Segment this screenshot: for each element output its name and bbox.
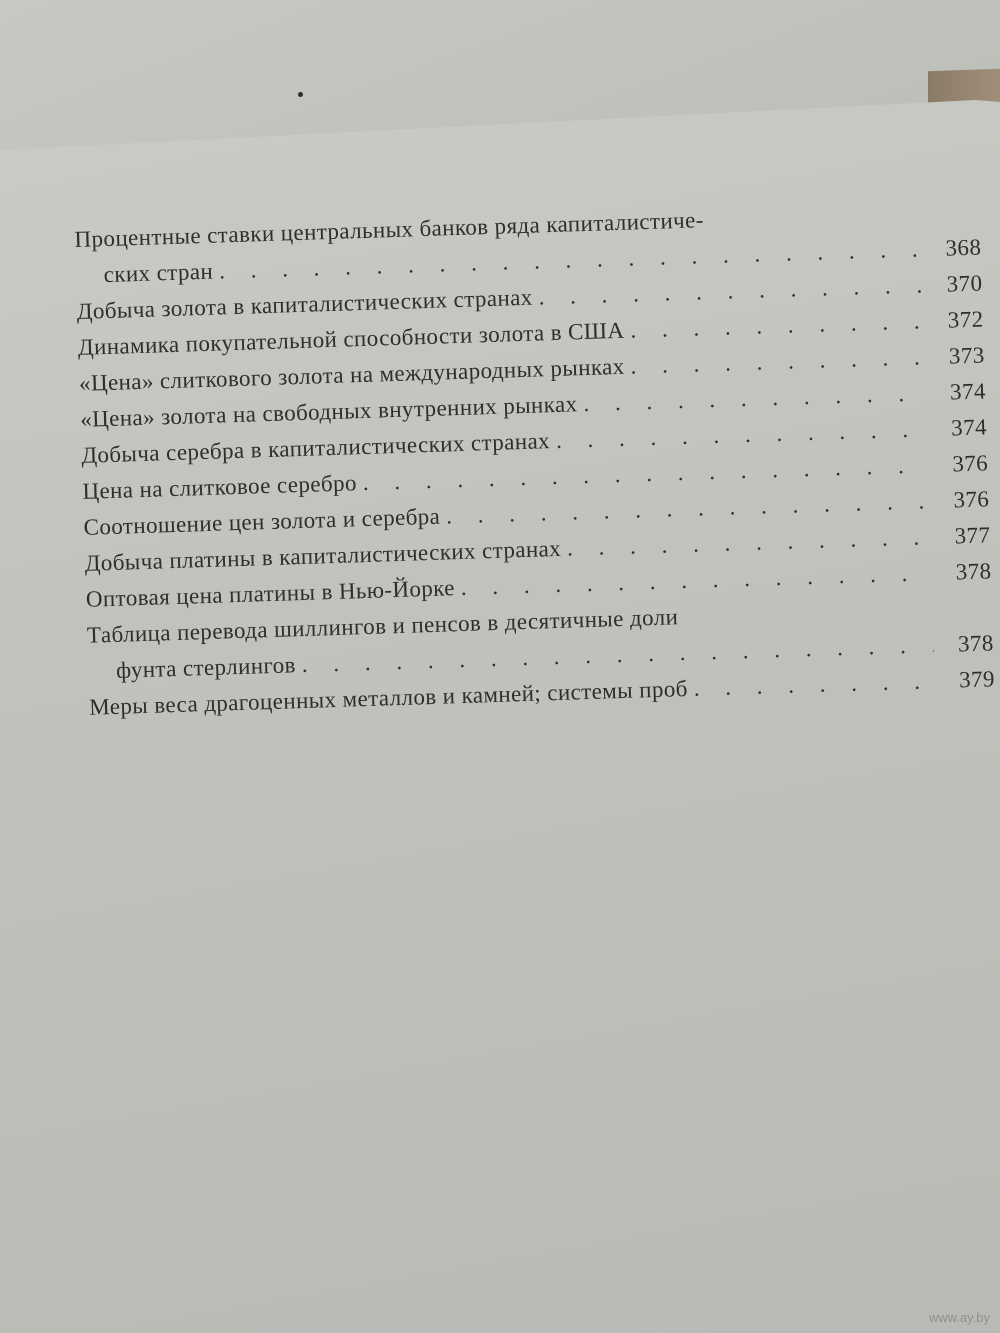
toc-entry-title: Добыча серебра в капиталистических странах <box>80 428 551 468</box>
toc-entry-title: Добыча платины в капиталистических странах <box>84 535 562 576</box>
toc-entry-title: «Цена» золота на свободных внутренних рынках <box>79 391 578 432</box>
toc-entry-title: ских стран <box>103 258 214 288</box>
toc-page-number: 376 <box>951 450 989 477</box>
dot-leader <box>693 663 935 707</box>
toc-page-number: 374 <box>949 378 987 405</box>
toc-page-number: 374 <box>950 414 988 441</box>
site-watermark: www.ay.by <box>928 1310 990 1325</box>
toc-page-number: 376 <box>953 486 990 513</box>
toc-page-number: 377 <box>954 522 991 549</box>
toc-page-number: 370 <box>946 270 983 297</box>
book-cover-edge <box>928 69 1000 106</box>
toc-page-number: 379 <box>958 666 996 693</box>
toc-page-number: 368 <box>945 234 982 261</box>
toc-entry-title: фунта стерлингов <box>115 652 297 683</box>
toc-entry-title: Процентные ставки центральных банков ряда капиталистиче- <box>74 207 705 252</box>
toc-entry-title: Цена на слитковое серебро <box>82 470 358 504</box>
toc-page-number: 378 <box>957 630 995 657</box>
toc-entry-title: Меры веса драгоценных металлов и камней; системы проб <box>88 675 689 720</box>
toc-entry-title: Добыча золота в капиталистических странах <box>76 284 533 324</box>
toc-page-number: 372 <box>947 306 984 333</box>
toc-entry-title: Таблица перевода шиллингов и пенсов в десятичные доли <box>86 604 679 648</box>
toc-entry-title: «Цена» слиткового золота на международных рынках <box>78 353 625 396</box>
toc-entry-title: Соотношение цен золота и серебра <box>83 503 441 540</box>
toc-entry-title: Динамика покупательной способности золота в США <box>77 317 625 360</box>
surface-speck <box>298 92 303 97</box>
toc-entry-title: Оптовая цена платины в Нью-Йорке <box>85 575 456 612</box>
toc-page-number: 373 <box>948 342 986 369</box>
toc-page-number: 378 <box>955 558 992 585</box>
table-of-contents <box>74 194 995 726</box>
